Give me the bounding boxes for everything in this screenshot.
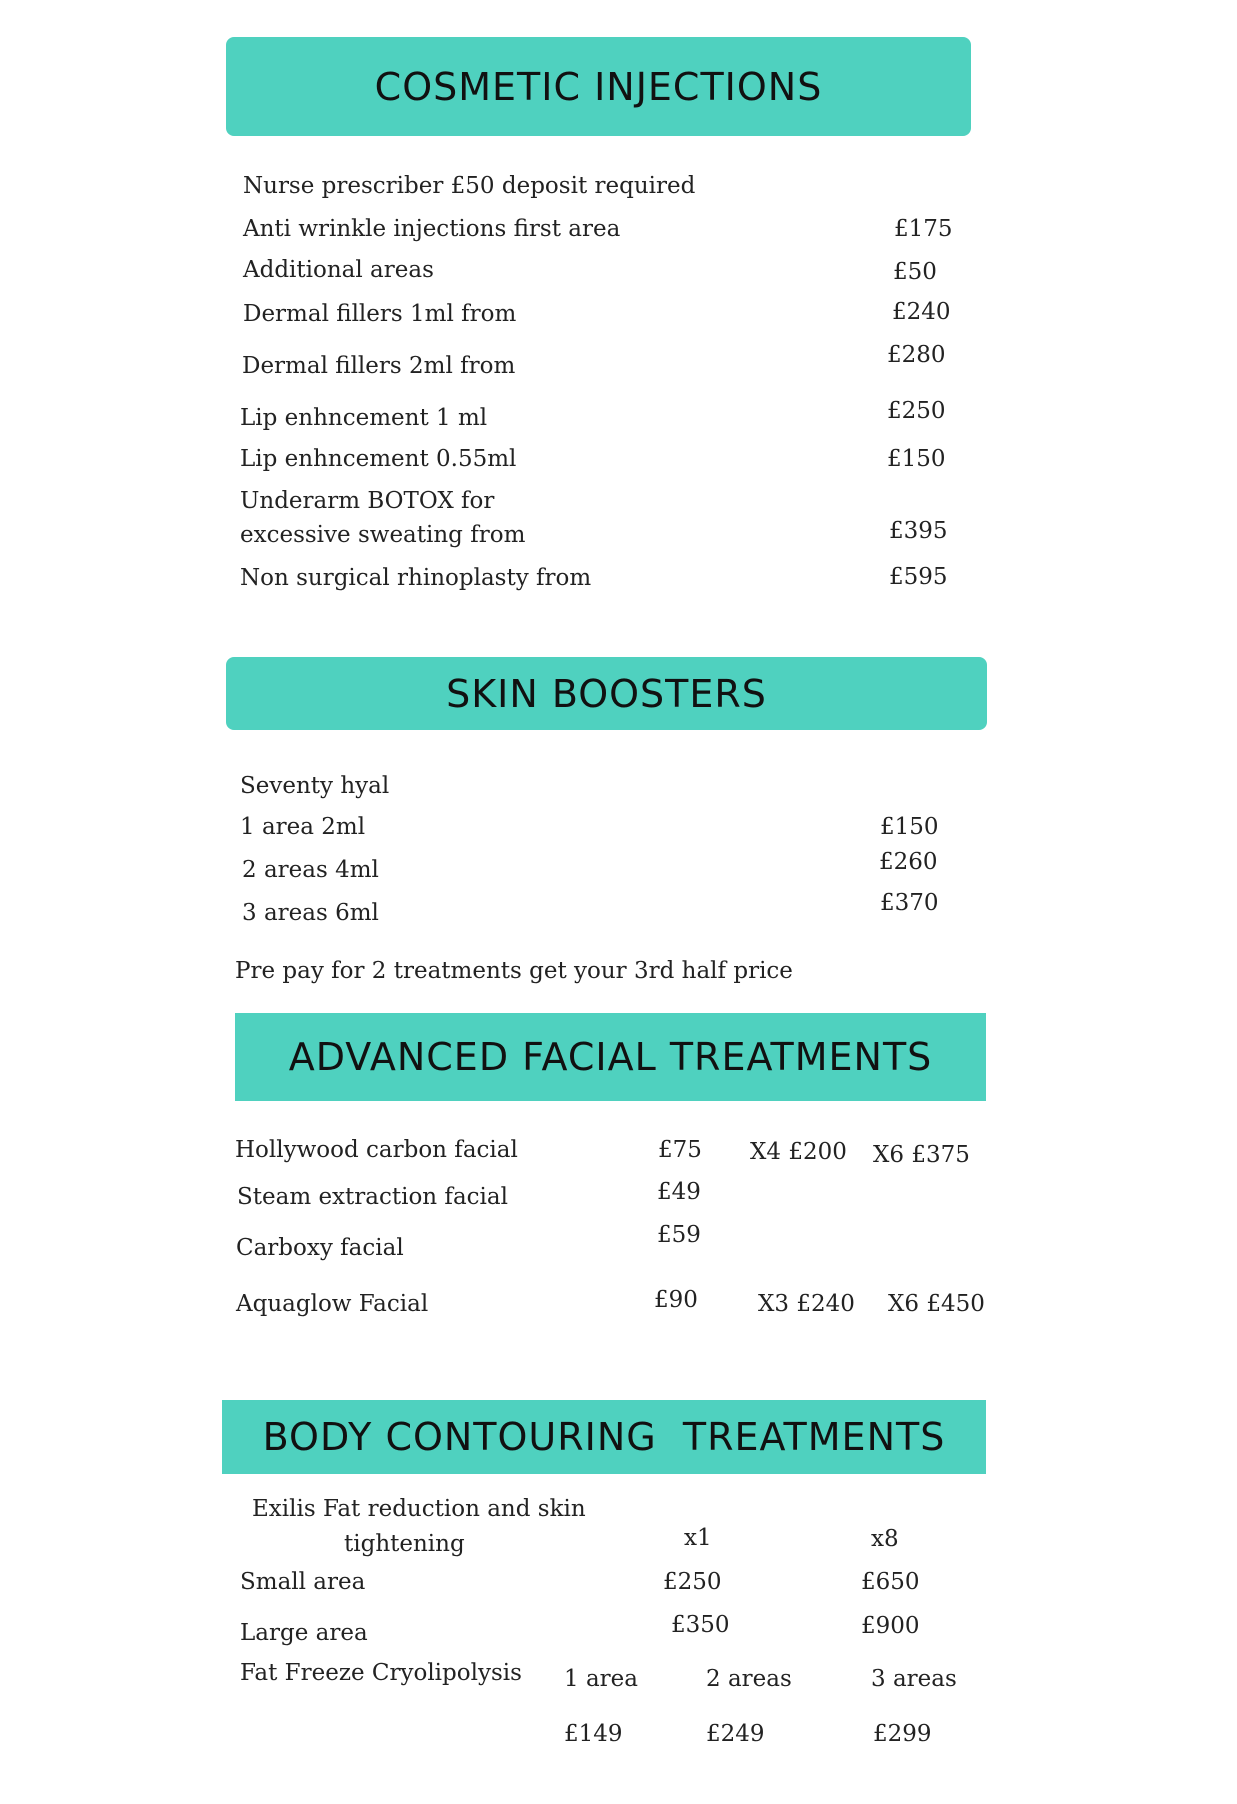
item-price: £250	[887, 398, 946, 424]
course-price: X6 £450	[888, 1291, 985, 1317]
item-name: Dermal fillers 1ml from	[243, 301, 517, 327]
item-price-x1: £350	[671, 1612, 730, 1638]
item-name: Aquaglow Facial	[236, 1291, 429, 1317]
section-title: ADVANCED FACIAL TREATMENTS	[288, 1035, 933, 1079]
item-name: Carboxy facial	[236, 1235, 404, 1261]
deposit-note: Nurse prescriber £50 deposit required	[243, 173, 696, 199]
item-price-x8: £900	[861, 1613, 920, 1639]
item-name: 3 areas 6ml	[242, 900, 379, 926]
item-name: Fat Freeze Cryolipolysis	[240, 1660, 522, 1686]
course-price: X4 £200	[750, 1139, 847, 1165]
course-price: X3 £240	[758, 1291, 855, 1317]
item-price: £49	[657, 1179, 701, 1205]
course-price: X6 £375	[873, 1142, 970, 1168]
item-name: 2 areas 4ml	[242, 857, 379, 883]
exilis-line2: tightening	[344, 1531, 465, 1557]
area-price: £249	[706, 1721, 765, 1747]
item-name: Lip enhncement 0.55ml	[240, 446, 517, 472]
section-title: COSMETIC INJECTIONS	[374, 64, 823, 109]
item-name: Steam extraction facial	[237, 1184, 508, 1210]
item-price: £90	[654, 1287, 698, 1313]
item-price: £240	[892, 299, 951, 325]
item-name: Large area	[240, 1620, 368, 1646]
item-price: £150	[880, 814, 939, 840]
skin-boosters-header	[226, 657, 987, 730]
item-name-line1: Underarm BOTOX for	[240, 488, 495, 514]
item-price: £280	[887, 342, 946, 368]
item-price: £595	[889, 564, 948, 590]
product-heading: Seventy hyal	[240, 773, 390, 799]
cosmetic-injections-header	[226, 37, 971, 136]
area-price: £299	[873, 1721, 932, 1747]
section-title: BODY CONTOURING TREATMENTS	[262, 1415, 946, 1459]
area-label: 2 areas	[706, 1666, 792, 1692]
item-price: £260	[879, 849, 938, 875]
col-header-x8: x8	[871, 1526, 899, 1552]
advanced-facial-header	[235, 1013, 986, 1101]
col-header-x1: x1	[684, 1525, 712, 1551]
item-name-line2: excessive sweating from	[240, 522, 526, 548]
item-name: 1 area 2ml	[240, 814, 366, 840]
item-name: Small area	[240, 1569, 366, 1595]
item-name: Dermal fillers 2ml from	[242, 353, 516, 379]
item-price: £50	[893, 259, 937, 285]
body-contouring-header	[222, 1400, 986, 1474]
area-label: 3 areas	[871, 1666, 957, 1692]
item-price: £395	[889, 518, 948, 544]
item-price: £150	[887, 446, 946, 472]
item-price: £175	[894, 216, 953, 242]
item-price: £59	[657, 1222, 701, 1248]
item-name: Non surgical rhinoplasty from	[240, 565, 592, 591]
item-name: Additional areas	[243, 257, 434, 283]
item-name: Hollywood carbon facial	[235, 1137, 518, 1163]
area-price: £149	[564, 1721, 623, 1747]
item-price-x8: £650	[861, 1569, 920, 1595]
item-price: £370	[880, 890, 939, 916]
item-name: Anti wrinkle injections first area	[243, 216, 621, 242]
exilis-line1: Exilis Fat reduction and skin	[252, 1496, 586, 1522]
item-price: £75	[658, 1137, 702, 1163]
area-label: 1 area	[564, 1666, 638, 1692]
offer-text: Pre pay for 2 treatments get your 3rd half price	[235, 958, 793, 984]
item-name: Lip enhncement 1 ml	[240, 405, 488, 431]
section-title: SKIN BOOSTERS	[446, 671, 767, 716]
item-price-x1: £250	[663, 1569, 722, 1595]
